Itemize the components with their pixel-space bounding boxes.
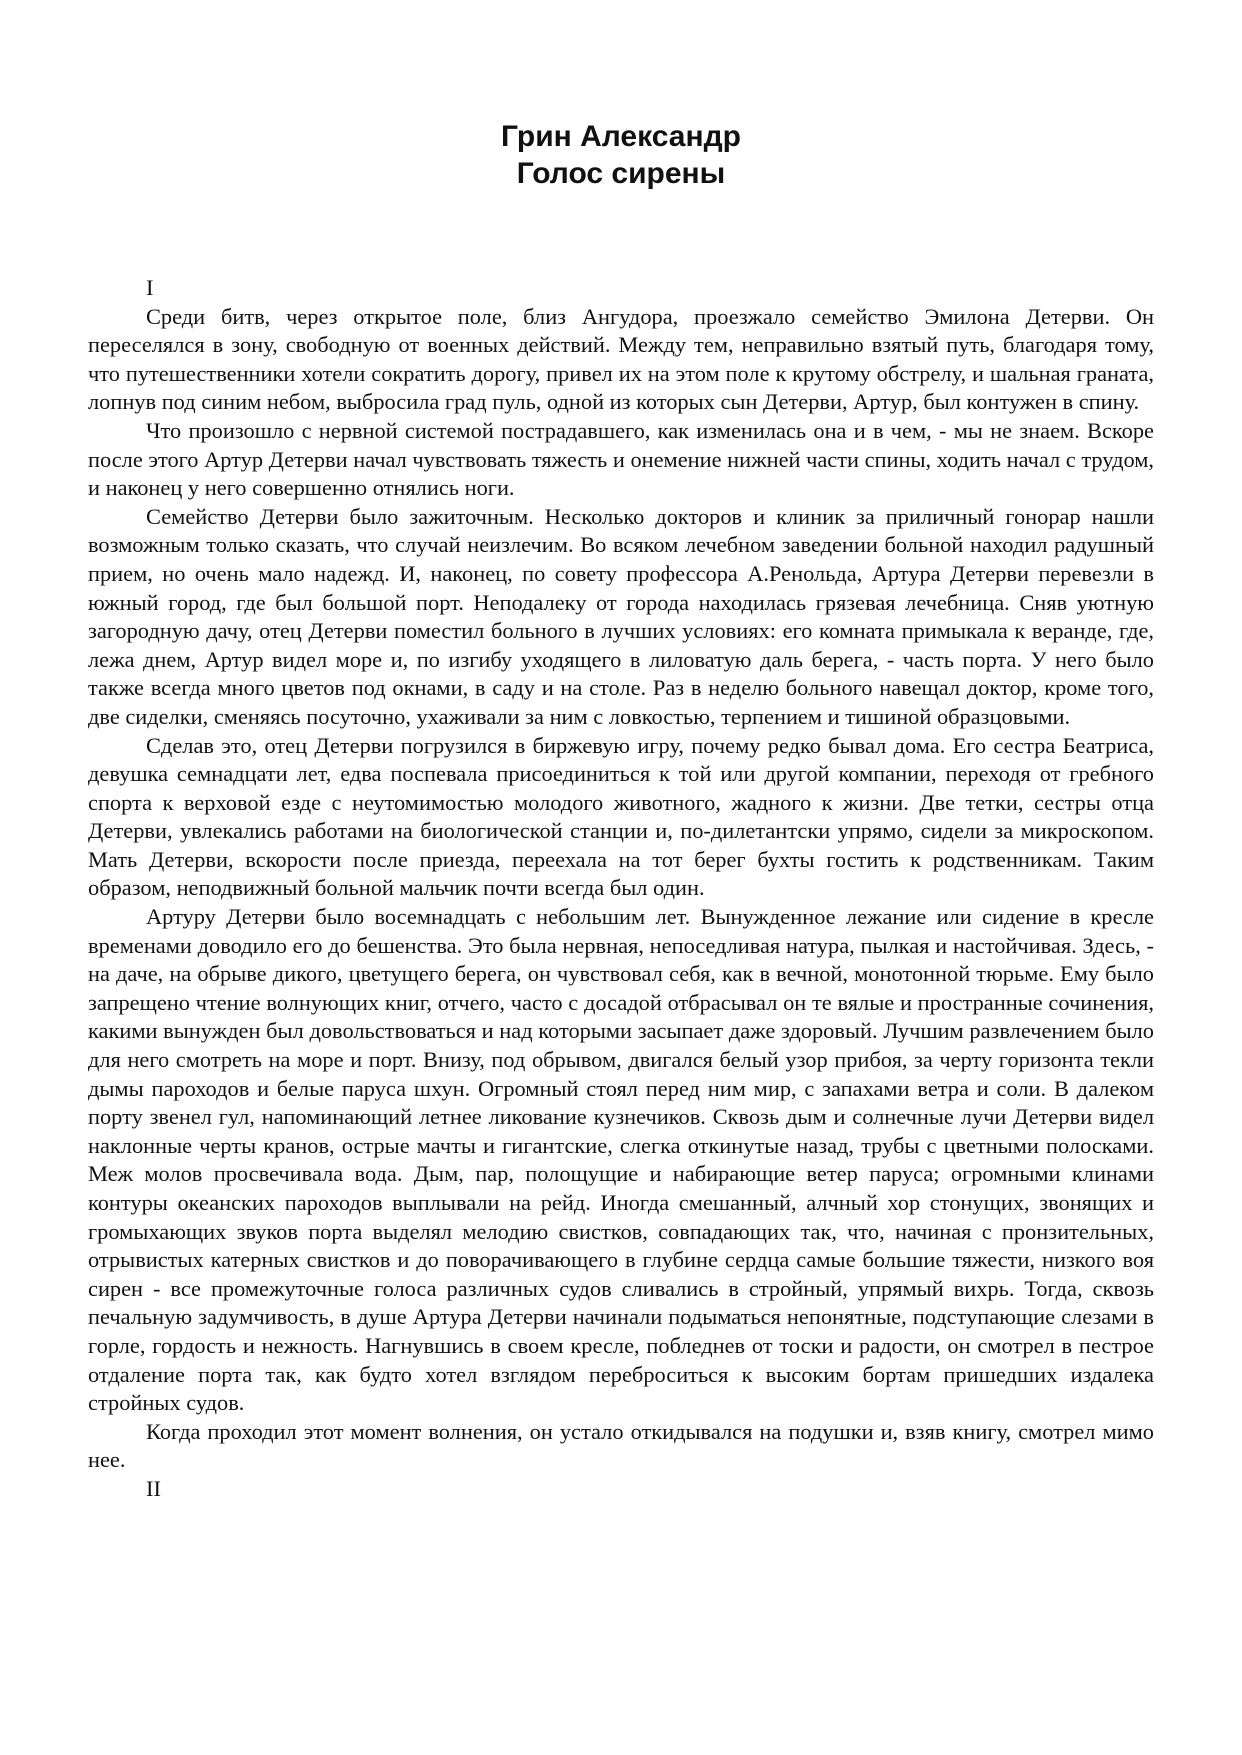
paragraph: Когда проходил этот момент волнения, он устало откидывался на подушки и, взяв книгу, смотрел мимо нее. xyxy=(88,1418,1154,1473)
story-title: Голос сирены xyxy=(516,157,726,190)
author-name: Грин Александр xyxy=(501,120,741,153)
title-block xyxy=(0,118,1242,192)
body-text xyxy=(88,274,1154,1504)
paragraph: Семейство Детерви было зажиточным. Несколько докторов и клиник за приличный гонорар нашли возможным только сказать, что случай неизлечим. Во всяком лечебном заведении больной находил радушный прием, но очень мало надежд. И, наконец, по совету профессора А.Ренольда, Артура Детерви перевезли в южный город, где был большой порт. Неподалеку от города находилась грязевая лечебница. Сняв уютную загородную дачу, отец Детерви поместил больного в лучших условиях: его комната примыкала к веранде, где, лежа днем, Артур видел море и, по изгибу уходящего в лиловатую даль берега, - часть порта. У него было также всегда много цветов под окнами, в саду и на столе. Раз в неделю больного навещал доктор, кроме того, две сиделки, сменяясь посуточно, ухаживали за ним с ловкостью, терпением и тишиной образцовыми. xyxy=(88,503,1154,729)
paragraph: Что произошло с нервной системой пострадавшего, как изменилась она и в чем, - мы не знаем. Вскоре после этого Артур Детерви начал чувствовать тяжесть и онемение нижней части спины, ходить начал с трудом, и наконец у него совершенно отнялись ноги. xyxy=(88,417,1154,501)
paragraph: Сделав это, отец Детерви погрузился в биржевую игру, почему редко бывал дома. Его сестра Беатриса, девушка семнадцати лет, едва поспевала присоединиться к той или другой компании, переходя от гребного спорта к верховой езде с неутомимостью молодого животного, жадного к жизни. Две тетки, сестры отца Детерви, увлекались работами на биологической станции и, по-дилетантски упрямо, сидели за микроскопом. Мать Детерви, вскорости после приезда, переехала на тот берег бухты гостить к родственникам. Таким образом, неподвижный больной мальчик почти всегда был один. xyxy=(88,732,1154,901)
paragraph: Среди битв, через открытое поле, близ Ангудора, проезжало семейство Эмилона Детерви. Он переселялся в зону, свободную от военных действий. Между тем, неправильно взятый путь, благодаря тому, что путешественники хотели сократить дорогу, привел их на этом поле к крутому обстрелу, и шальная граната, лопнув под синим небом, выбросила град пуль, одной из которых сын Детерви, Артур, был контужен в спину. xyxy=(88,303,1154,415)
section-numeral-2: II xyxy=(146,1475,161,1501)
paragraph: Артуру Детерви было восемнадцать с небольшим лет. Вынужденное лежание или сидение в кресле временами доводило его до бешенства. Это была нервная, непоседливая натура, пылкая и настойчивая. Здесь, - на даче, на обрыве дикого, цветущего берега, он чувствовал себя, как в вечной, монотонной тюрьме. Ему было запрещено чтение волнующих книг, отчего, часто с досадой отбрасывал он те вялые и пространные сочинения, какими вынужден был довольствоваться и над которыми засыпает даже здоровый. Лучшим развлечением было для него смотреть на море и порт. Внизу, под обрывом, двигался белый узор прибоя, за черту горизонта текли дымы пароходов и белые паруса шхун. Огромный стоял перед ним мир, с запахами ветра и соли. В далеком порту звенел гул, напоминающий летнее ликование кузнечиков. Сквозь дым и солнечные лучи Детерви видел наклонные черты кранов, острые мачты и гигантские, слегка откинутые назад, трубы с цветными полосками. Меж молов просвечивала вода. Дым, пар, полощущие и набирающие ветер паруса; огромными клинами контуры океанских пароходов выплывали на рейд. Иногда смешанный, алчный хор стонущих, звонящих и громыхающих звуков порта выделял мелодию свистков, совпадающих так, что, начиная с пронзительных, отрывистых катерных свистков и до поворачивающего в глубине сердца самые большие тяжести, низкого воя сирен - все промежуточные голоса различных судов сливались в стройный, упрямый вихрь. Тогда, сквозь печальную задумчивость, в душе Артура Детерви начинали подыматься непонятные, подступающие слезами в горле, гордость и нежность. Нагнувшись в своем кресле, побледнев от тоски и радости, он смотрел в пестрое отдаление порта так, как будто хотел взглядом переброситься к высоким бортам пришедших издалека стройных судов. xyxy=(88,904,1154,1416)
section-numeral-1: I xyxy=(146,275,154,300)
